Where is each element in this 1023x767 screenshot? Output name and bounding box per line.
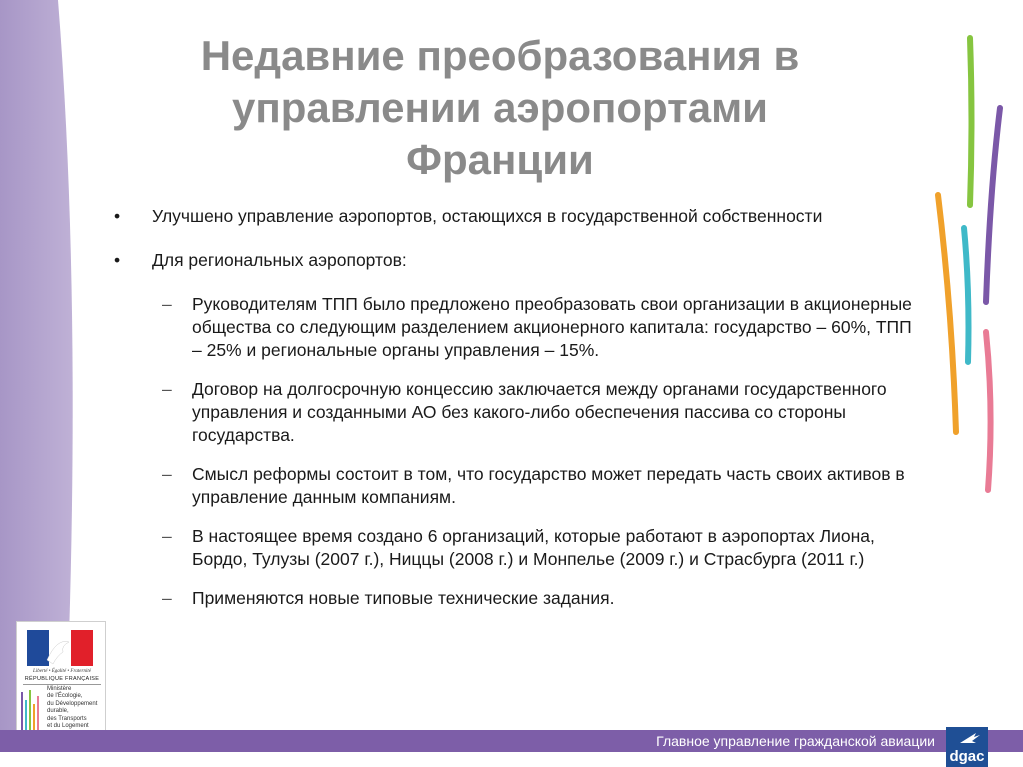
green-stroke [970,38,972,205]
cyan-stroke [964,228,969,362]
footer-text: Главное управление гражданской авиации [656,733,935,749]
dash-marker: – [162,464,172,484]
title-line: управлении аэропортами [232,84,768,131]
logo-ministry-text: Ministère de l'Écologie, du Développement durable, des Transports et du Logement [47,686,98,730]
logo-republic: RÉPUBLIQUE FRANÇAISE [23,676,101,685]
sub-bullet-text: В настоящее время создано 6 организаций, которые работают в аэропортах Лиона, Бордо, Тулузы (2007 г.), Ниццы (2008 г.) и Монпелье (2009 г.) и Страсбурга (2011 г.) [192,526,875,569]
sub-bullet-item [110,293,920,362]
sub-bullet-item [110,378,920,447]
sub-bullet-item [110,463,920,509]
ministry-bars-icon [19,686,45,736]
bullet-marker: • [114,206,121,226]
bullet-text: Для региональных аэропортов: [152,250,407,270]
title-line: Недавние преобразования в [200,32,800,79]
sub-bullet-text: Руководителям ТПП было предложено преобразовать свои организации в акционерные общества со следующим разделением акционерного капитала: государство – 60%, ТПП – 25% и региональные органы управления – 15%. [192,294,912,360]
bullet-item [110,205,920,228]
dash-marker: – [162,379,172,399]
bullet-marker: • [114,250,121,270]
dash-marker: – [162,526,172,546]
sub-bullet-text: Договор на долгосрочную концессию заключается между органами государственного управления и созданными АО без какого-либо обеспечения пассива со стороны государства. [192,379,887,445]
decorative-strokes [920,30,1010,500]
title-line: Франции [406,136,594,183]
ministry-logo [16,621,106,741]
plane-icon [946,729,988,749]
footer-strip [0,752,1023,767]
sub-bullet-text: Смысл реформы состоит в том, что государство может передать часть своих активов в управление данным компаниям. [192,464,905,507]
dgac-brand-text: dgac [949,748,985,765]
dash-marker: – [162,294,172,314]
orange-stroke [938,195,956,432]
sub-bullet-item [110,525,920,571]
slide-content [110,205,920,626]
bullet-text: Улучшено управление аэропортов, остающихся в государственной собственности [152,206,823,226]
bullet-item [110,249,920,272]
page-title [150,30,850,186]
sub-bullet-text: Применяются новые типовые технические задания. [192,588,615,608]
logo-motto: Liberté • Égalité • Fraternité [33,669,91,674]
dash-marker: – [162,588,172,608]
pink-stroke [986,332,991,490]
purple-stroke [986,108,1000,302]
marianne-flag-icon [27,630,93,666]
dgac-logo [946,727,988,767]
sub-bullet-item [110,587,920,610]
